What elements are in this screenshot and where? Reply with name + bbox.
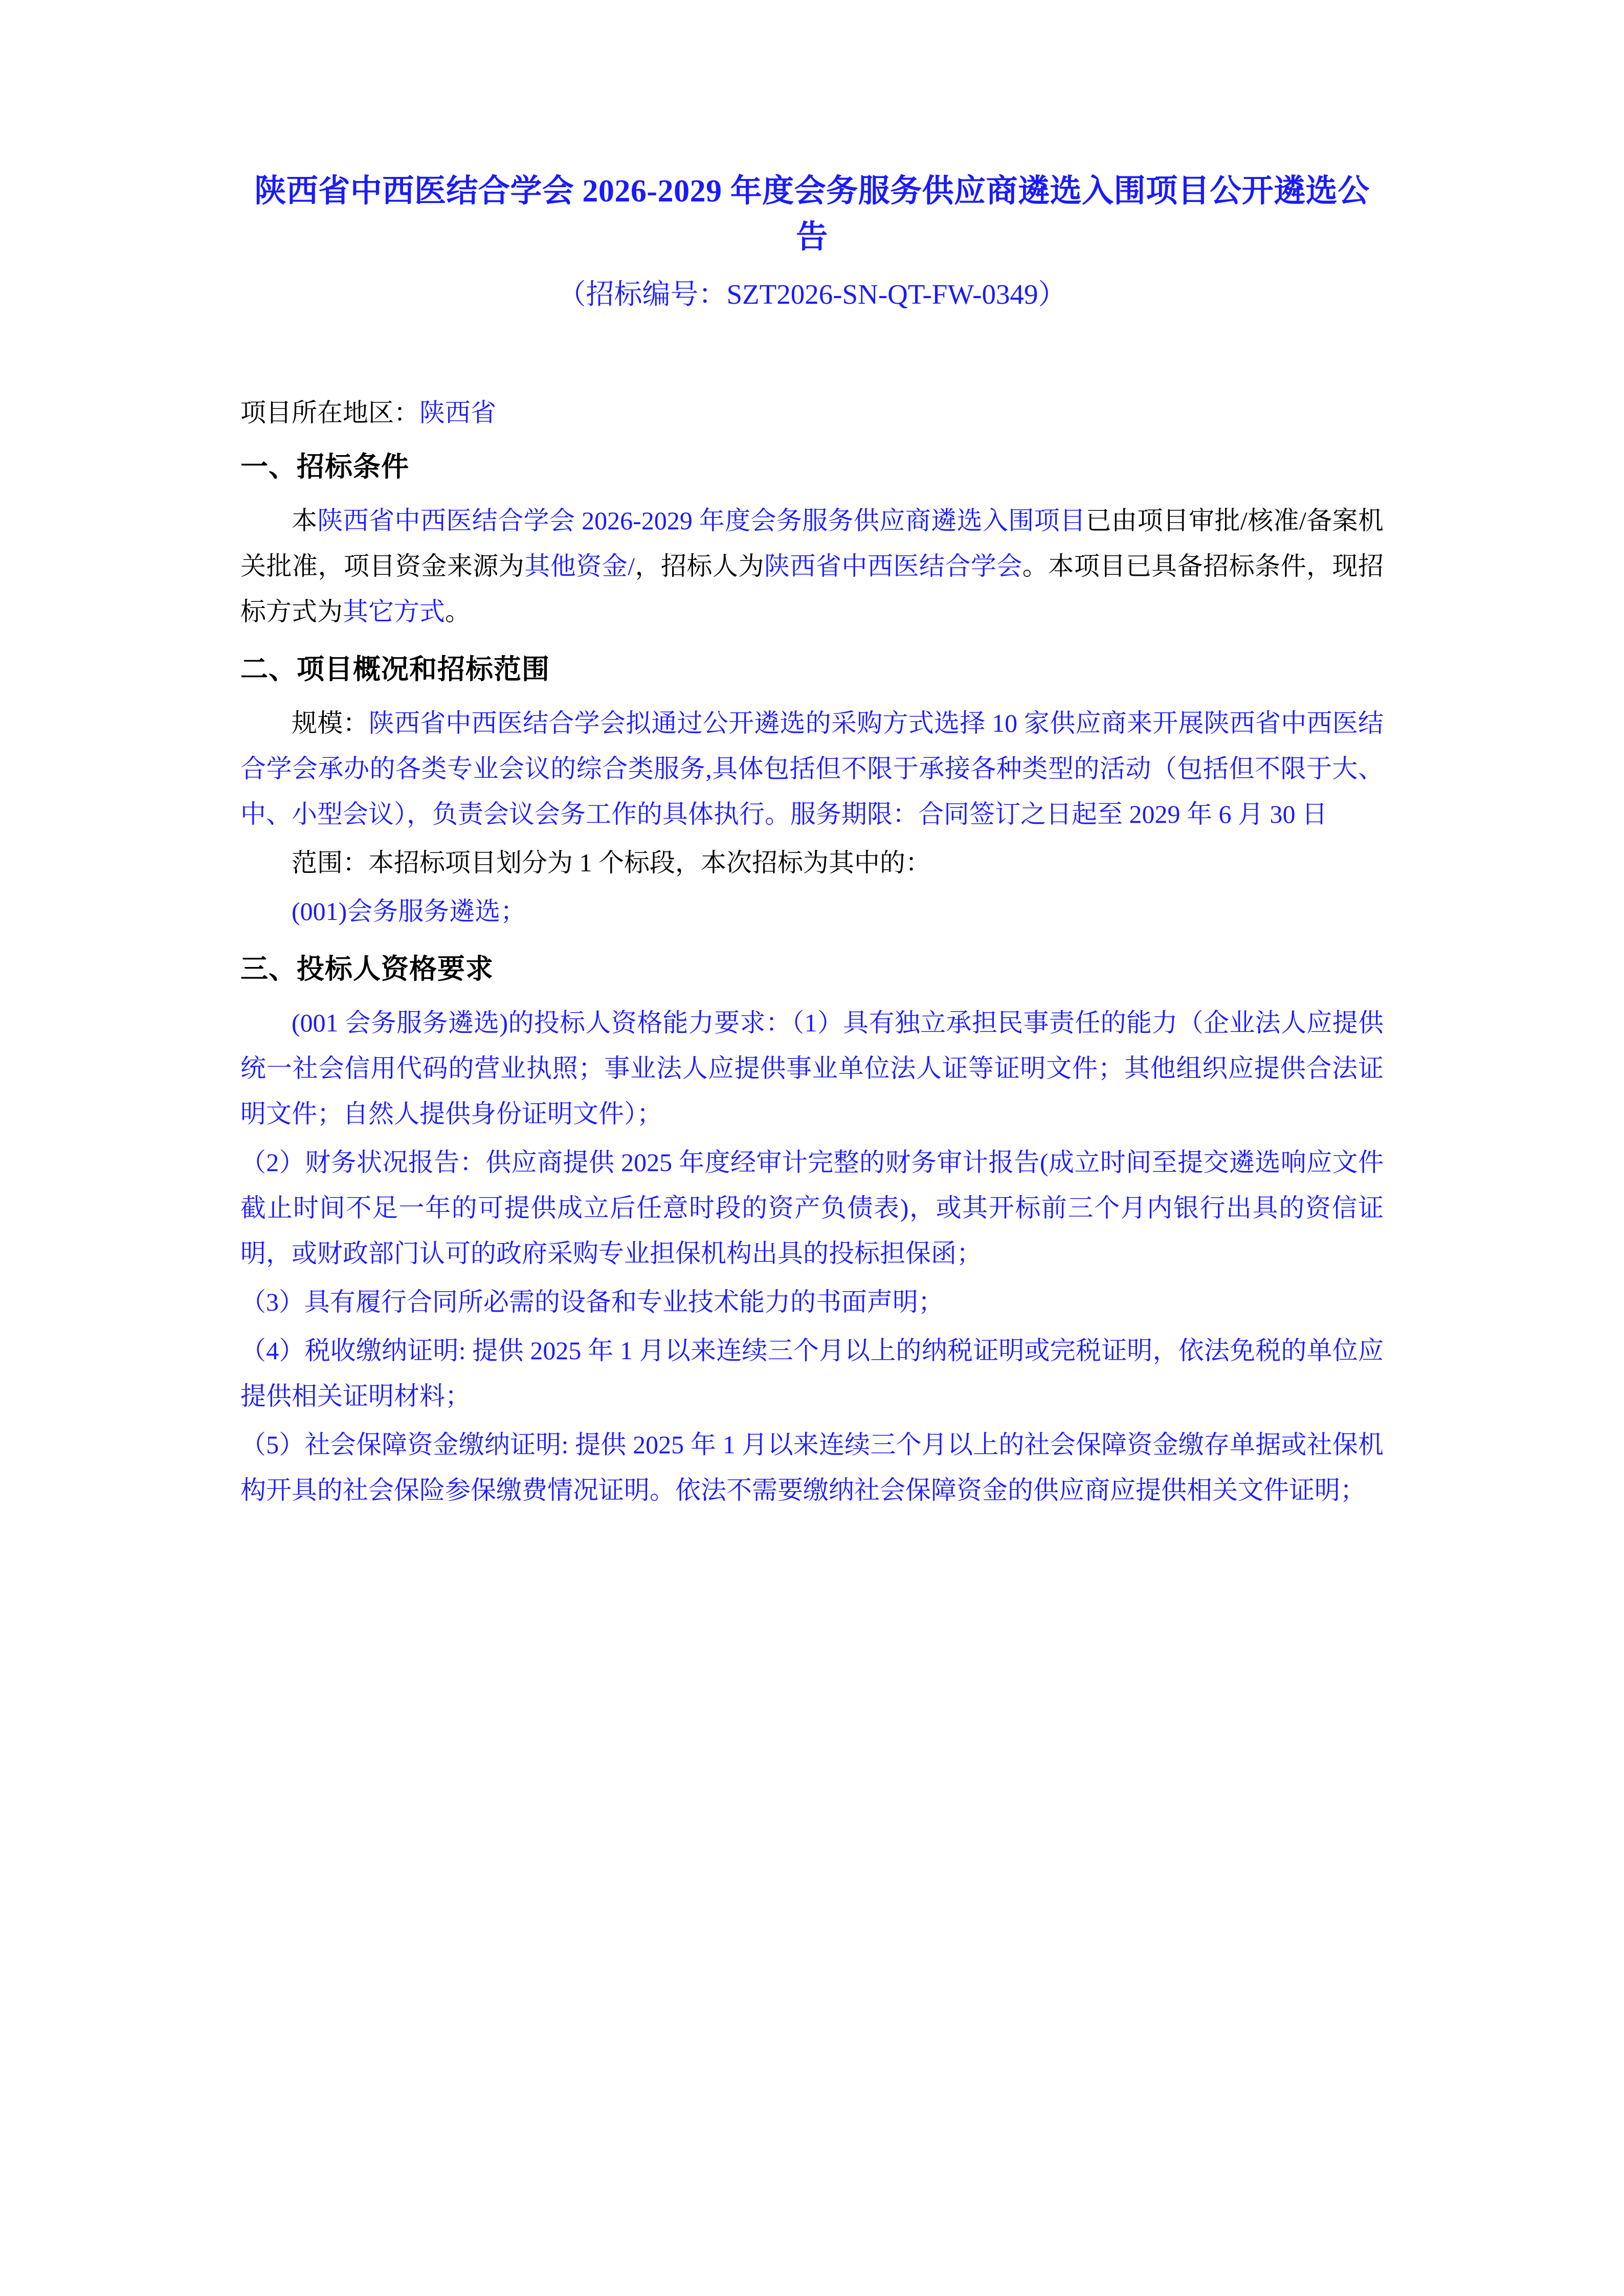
paragraph-run: 范围： xyxy=(292,848,368,877)
paragraph xyxy=(240,840,1384,886)
paragraph-run: 陕西省中西医结合学会 2026-2029 年度会务服务供应商遴选入围项目 xyxy=(317,506,1086,535)
tender-number: （招标编号：SZT2026-SN-QT-FW-0349） xyxy=(558,278,1066,310)
project-region-label: 项目所在地区： xyxy=(240,398,419,427)
paragraph-run: （5）社会保障资金缴纳证明: 提供 2025 年 1 月以来连续三个月以上的社会保障资金缴存单据或社保机构开具的社会保险参保缴费情况证明。依法不需要缴纳社会保障资金的供应商应提供相关文件证明； xyxy=(240,1430,1384,1504)
paragraph-run: 其他资金/ xyxy=(524,551,635,580)
title-spacer xyxy=(240,317,1384,394)
page-title: 陕西省中西医结合学会 2026-2029 年度会务服务供应商遴选入围项目公开遴选公告 xyxy=(254,174,1370,255)
paragraph xyxy=(240,1279,1384,1325)
paragraph-run: (001 会务服务遴选)的投标人资格能力要求：（1）具有独立承担民事责任的能力（企业法人应提供统一社会信用代码的营业执照；事业法人应提供事业单位法人证等证明文件；其他组织应提供合法证明文件；自然人提供身份证明文件）； xyxy=(240,1008,1384,1128)
paragraph xyxy=(240,1000,1384,1137)
section-heading: 三、投标人资格要求 xyxy=(240,953,494,984)
paragraph xyxy=(240,1328,1384,1419)
paragraph-run: （4）税收缴纳证明: 提供 2025 年 1 月以来连续三个月以上的纳税证明或完税证明，依法免税的单位应提供相关证明材料； xyxy=(240,1336,1384,1410)
paragraph-run: 已由项目审批/核准/备案机关批准，项目资金来源为 xyxy=(240,506,1384,580)
project-region xyxy=(240,394,1384,432)
paragraph-run: 本 xyxy=(292,506,318,535)
paragraph xyxy=(240,889,1384,934)
paragraph-run: ，招标人为 xyxy=(635,551,764,580)
paragraph-run: 。本项目已具备招标条件，现招标方式为 xyxy=(240,551,1384,626)
paragraph-run: 。 xyxy=(445,597,471,626)
project-region-value: 陕西省 xyxy=(419,398,496,427)
paragraph-run: (001)会务服务遴选； xyxy=(292,896,526,926)
section-heading: 一、招标条件 xyxy=(240,451,409,482)
paragraph-run: 规模： xyxy=(292,708,369,737)
paragraph xyxy=(240,1140,1384,1276)
paragraph xyxy=(240,701,1384,837)
paragraph xyxy=(240,498,1384,635)
section-heading: 二、项目概况和招标范围 xyxy=(240,654,550,685)
document-sections xyxy=(240,446,1384,1513)
paragraph-run: 其它方式 xyxy=(343,597,445,626)
paragraph-run: （2）财务状况报告：供应商提供 2025 年度经审计完整的财务审计报告(成立时间至提交遴选响应文件截止时间不足一年的可提供成立后任意时段的资产负债表)，或其开标前三个月内银行出具的资信证明，或财政部门认可的政府采购专业担保机构出具的投标担保函； xyxy=(240,1147,1384,1268)
paragraph-run: （3）具有履行合同所必需的设备和专业技术能力的书面声明； xyxy=(240,1287,944,1316)
paragraph xyxy=(240,1422,1384,1513)
paragraph-run: 本招标项目划分为 1 个标段，本次招标为其中的： xyxy=(368,848,931,877)
paragraph-run: 陕西省中西医结合学会 xyxy=(764,551,1022,580)
paragraph-run: 陕西省中西医结合学会拟通过公开遴选的采购方式选择 10 家供应商来开展陕西省中西医结合学会承办的各类专业会议的综合类服务,具体包括但不限于承接各种类型的活动（包括但不限于大、中、小型会议），负责会议会务工作的具体执行。服务期限：合同签订之日起至 2029 年 6 月 30 日 xyxy=(240,708,1384,828)
